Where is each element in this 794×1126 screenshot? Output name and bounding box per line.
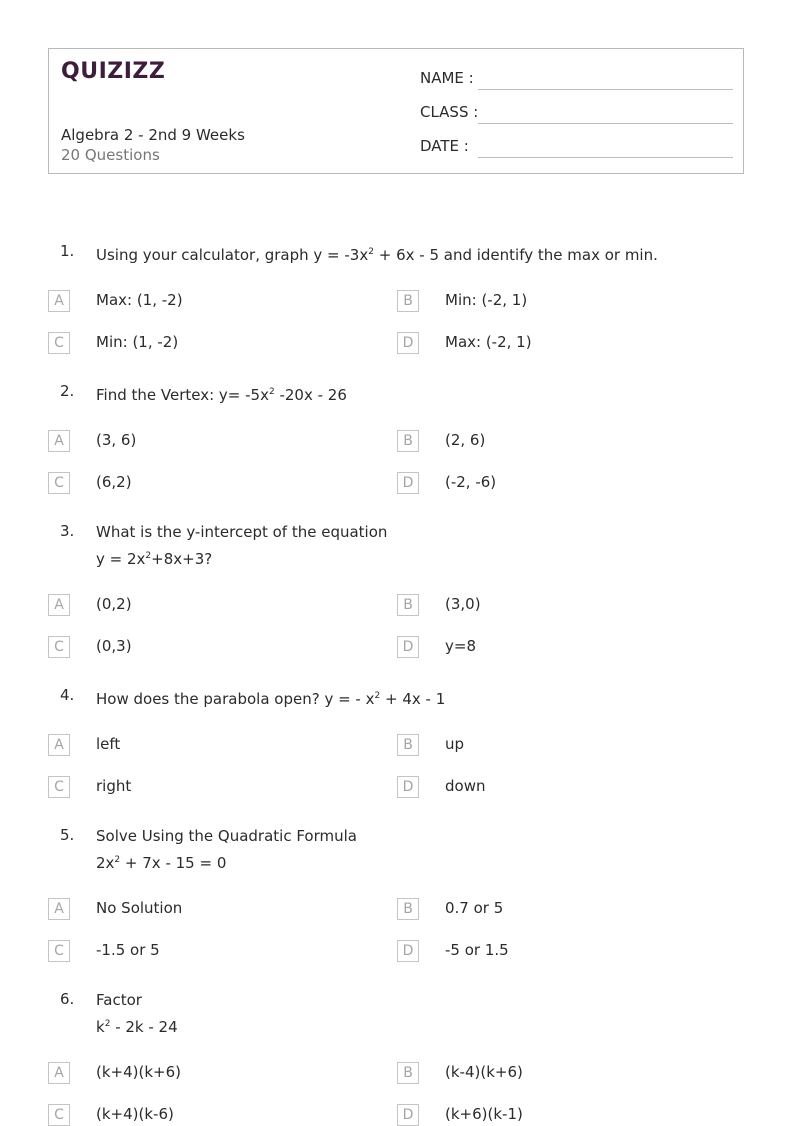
option-c-box[interactable]: C (48, 636, 70, 658)
option-a-box[interactable]: A (48, 898, 70, 920)
option-d-box[interactable]: D (397, 1104, 419, 1126)
question-number: 4. (60, 686, 75, 704)
question-text: What is the y-intercept of the equation $y = 2x^2+8x+3$? (96, 523, 388, 568)
option-a-text: (0,2) (96, 595, 132, 613)
class-field-line[interactable] (478, 123, 733, 124)
option-d-text: (-2, -6) (445, 473, 497, 491)
question-text: How does the parabola open? y = - $x^2 + 4x - 1$ (96, 690, 446, 708)
option-a-box[interactable]: A (48, 734, 70, 756)
date-label: DATE : (420, 137, 469, 155)
option-d-text: -5 or 1.5 (445, 941, 509, 959)
option-b-text: up (445, 735, 465, 753)
option-c-box[interactable]: C (48, 776, 70, 798)
option-a-text: left (96, 735, 121, 753)
option-a-text: No Solution (96, 899, 183, 917)
option-c-box[interactable]: C (48, 472, 70, 494)
option-d-text: (k+6)(k-1) (445, 1105, 523, 1123)
name-field-line[interactable] (478, 89, 733, 90)
option-d-text: Max: (-2, 1) (445, 333, 532, 351)
date-field-line[interactable] (478, 157, 733, 158)
question-text: Find the Vertex: $y= -5x^2$ -20x - 26 (96, 386, 347, 404)
class-label: CLASS : (420, 103, 479, 121)
option-a-box[interactable]: A (48, 430, 70, 452)
option-b-text: (2, 6) (445, 431, 486, 449)
question-text: Factor $k^2 - 2k - 24$ (96, 991, 178, 1036)
option-a-box[interactable]: A (48, 290, 70, 312)
option-d-text: y=8 (445, 637, 476, 655)
option-d-box[interactable]: D (397, 776, 419, 798)
option-a-box[interactable]: A (48, 1062, 70, 1084)
name-label: NAME : (420, 69, 474, 87)
option-b-box[interactable]: B (397, 430, 419, 452)
option-b-box[interactable]: B (397, 898, 419, 920)
option-b-box[interactable]: B (397, 290, 419, 312)
option-b-box[interactable]: B (397, 734, 419, 756)
question-number: 3. (60, 522, 75, 540)
option-b-text: Min: (-2, 1) (445, 291, 528, 309)
option-a-text: (k+4)(k+6) (96, 1063, 182, 1081)
option-b-box[interactable]: B (397, 594, 419, 616)
option-b-text: (3,0) (445, 595, 481, 613)
option-c-text: -1.5 or 5 (96, 941, 160, 959)
question-count: 20 Questions (61, 146, 160, 164)
option-d-box[interactable]: D (397, 940, 419, 962)
worksheet-title: Algebra 2 - 2nd 9 Weeks (61, 126, 245, 144)
option-c-text: right (96, 777, 132, 795)
quizizz-logo: QUIZIZZ (61, 59, 166, 84)
option-d-box[interactable]: D (397, 636, 419, 658)
option-a-box[interactable]: A (48, 594, 70, 616)
question-text: Solve Using the Quadratic Formula $2x^2 + 7x - 15 = 0$ (96, 827, 357, 872)
option-d-box[interactable]: D (397, 472, 419, 494)
option-d-box[interactable]: D (397, 332, 419, 354)
option-c-box[interactable]: C (48, 332, 70, 354)
question-number: 6. (60, 990, 75, 1008)
question-number: 5. (60, 826, 75, 844)
question-text: Using your calculator, graph $y = -3x^2 + 6x - 5$ and identify the max or min. (96, 246, 658, 264)
option-b-box[interactable]: B (397, 1062, 419, 1084)
option-c-text: (0,3) (96, 637, 132, 655)
option-a-text: (3, 6) (96, 431, 137, 449)
option-d-text: down (445, 777, 486, 795)
option-c-box[interactable]: C (48, 1104, 70, 1126)
option-b-text: 0.7 or 5 (445, 899, 504, 917)
option-a-text: Max: (1, -2) (96, 291, 183, 309)
question-number: 2. (60, 382, 75, 400)
worksheet-header (48, 48, 744, 174)
question-number: 1. (60, 242, 75, 260)
option-c-text: (6,2) (96, 473, 132, 491)
option-b-text: (k-4)(k+6) (445, 1063, 523, 1081)
option-c-text: (k+4)(k-6) (96, 1105, 174, 1123)
option-c-text: Min: (1, -2) (96, 333, 179, 351)
option-c-box[interactable]: C (48, 940, 70, 962)
